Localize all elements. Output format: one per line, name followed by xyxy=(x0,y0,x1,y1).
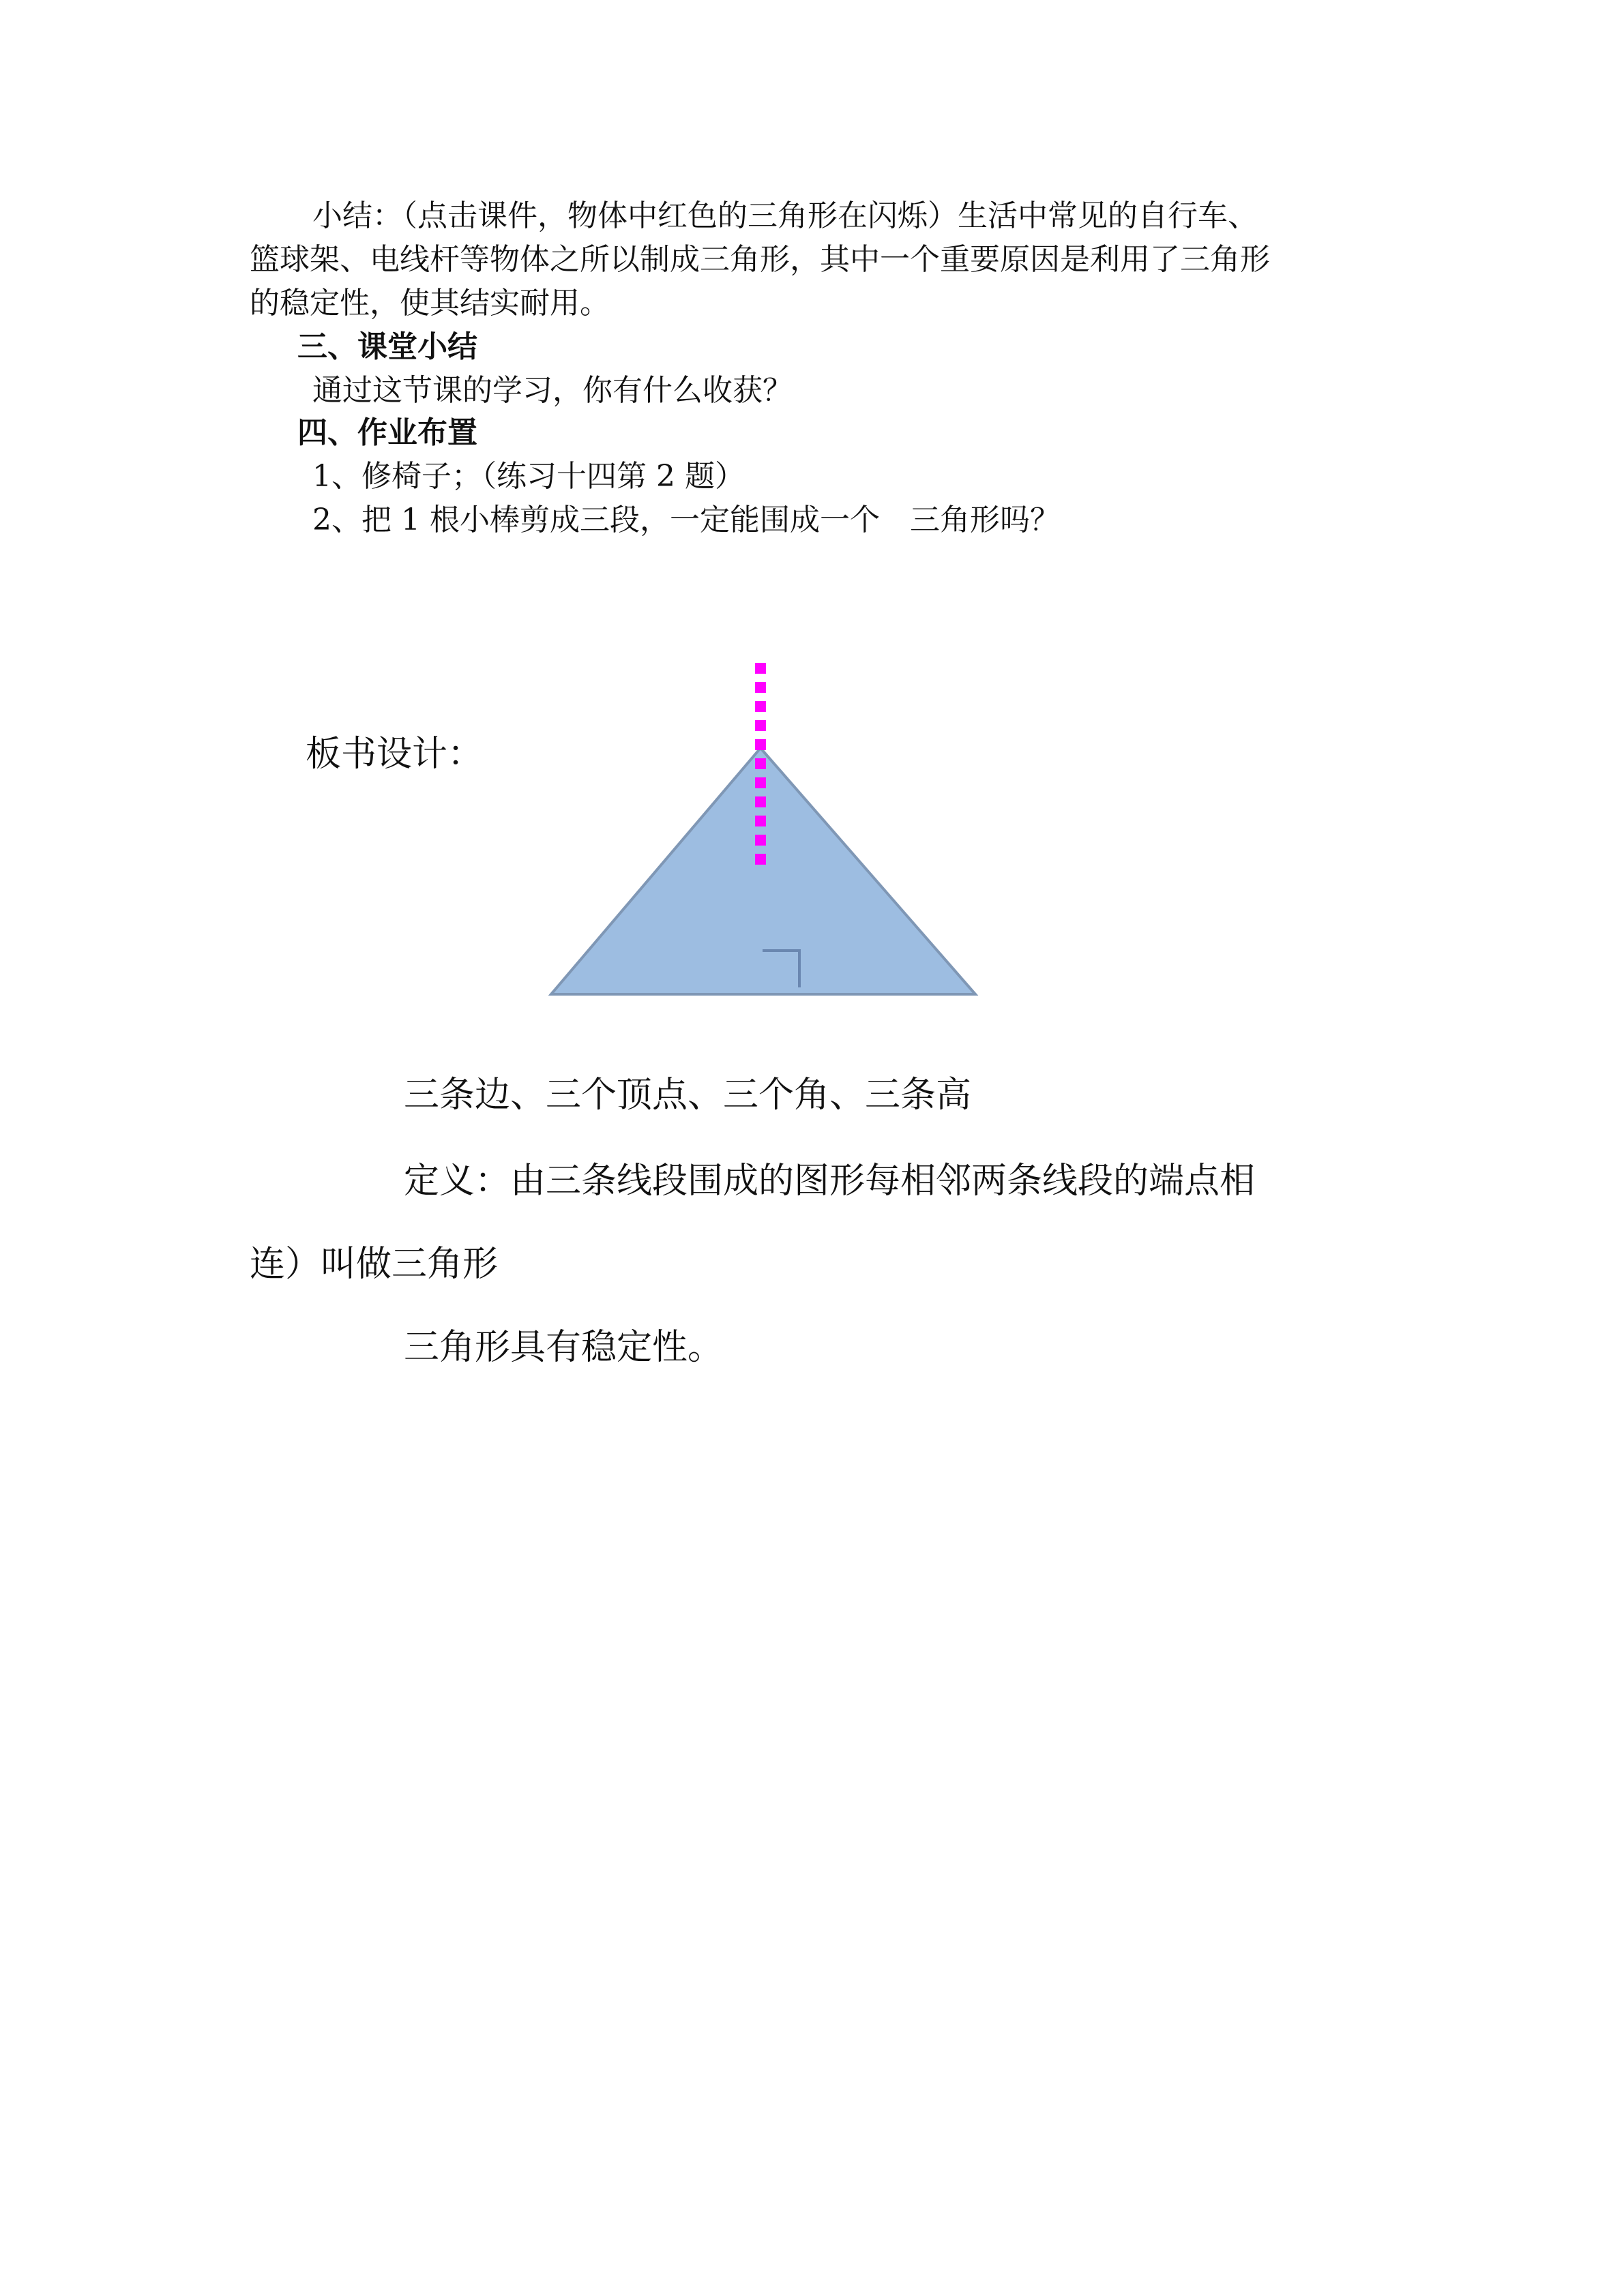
summary-line-2: 篮球架、电线杆等物体之所以制成三角形，其中一个重要原因是利用了三角形 xyxy=(250,242,1270,277)
board-property: 三角形具有稳定性。 xyxy=(404,1327,724,1368)
triangle-diagram xyxy=(539,655,989,1009)
board-definition-line-1: 定义：由三条线段围成的图形每相邻两条线段的端点相 xyxy=(404,1161,1256,1202)
section-4-heading: 四、作业布置 xyxy=(297,415,477,450)
summary-line-3: 的稳定性，使其结实耐用。 xyxy=(250,286,610,320)
board-design-label: 板书设计： xyxy=(306,734,484,775)
section-3-heading: 三、课堂小结 xyxy=(297,329,477,364)
board-parts: 三条边、三个顶点、三个角、三条高 xyxy=(404,1075,972,1116)
board-definition-line-2: 连）叫做三角形 xyxy=(250,1244,499,1285)
homework-item-2: 2、把 1 根小棒剪成三段，一定能围成一个 三角形吗？ xyxy=(312,503,1060,537)
section-3-text: 通过这节课的学习，你有什么收获？ xyxy=(312,373,793,408)
homework-item-1: 1、修椅子；（练习十四第 2 题） xyxy=(312,459,745,494)
summary-line-1: 小结：（点击课件，物体中红色的三角形在闪烁）生活中常见的自行车、 xyxy=(312,198,1258,233)
